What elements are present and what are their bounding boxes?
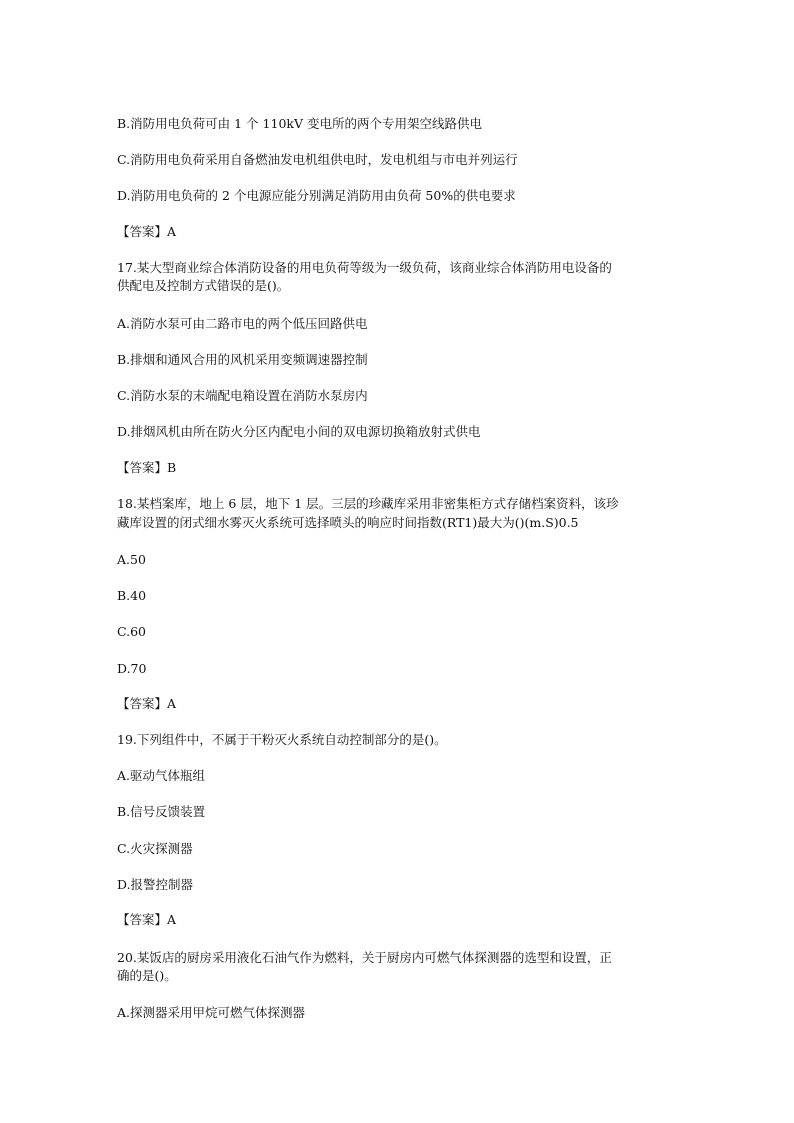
q18-option-b: B.40 <box>117 588 147 603</box>
q20-stem-line2: 确的是()。 <box>117 968 177 983</box>
q19-option-c: C.火灾探测器 <box>117 841 193 856</box>
q16-option-c: C.消防用电负荷采用自备燃油发电机组供电时，发电机组与市电并列运行 <box>117 152 518 167</box>
q16-answer: 【答案】A <box>117 224 177 239</box>
q20-stem-line1: 20.某饭店的厨房采用液化石油气作为燃料，关于厨房内可燃气体探测器的选型和设置，正 <box>117 950 612 965</box>
q17-option-d: D.排烟风机由所在防火分区内配电小间的双电源切换箱放射式供电 <box>117 424 481 439</box>
q18-option-d: D.70 <box>117 661 147 676</box>
q18-stem-line1: 18.某档案库，地上 6 层，地下 1 层。三层的珍藏库采用非密集柜方式存储档案资料，该珍 <box>117 496 619 511</box>
q17-option-b: B.排烟和通风合用的风机采用变频调速器控制 <box>117 352 368 367</box>
q18-option-a: A.50 <box>117 552 146 567</box>
q18-answer: 【答案】A <box>117 696 177 711</box>
q17-option-c: C.消防水泵的末端配电箱设置在消防水泵房内 <box>117 388 368 403</box>
q19-option-a: A.驱动气体瓶组 <box>117 768 206 783</box>
q16-option-b: B.消防用电负荷可由 1 个 110kV 变电所的两个专用架空线路供电 <box>117 116 482 131</box>
q20-option-a: A.探测器采用甲烷可燃气体探测器 <box>117 1005 306 1020</box>
q17-option-a: A.消防水泵可由二路市电的两个低压回路供电 <box>117 316 368 331</box>
q19-option-d: D.报警控制器 <box>117 877 194 892</box>
q19-stem: 19.下列组件中，不属于干粉灭火系统自动控制部分的是()。 <box>117 732 447 747</box>
q19-option-b: B.信号反馈装置 <box>117 804 206 819</box>
q18-option-c: C.60 <box>117 624 146 639</box>
q18-stem-line2: 藏库设置的闭式细水雾灭火系统可选择喷头的响应时间指数(RT1)最大为()(m.S)0.5 <box>117 515 579 530</box>
q17-stem-line2: 供配电及控制方式错误的是()。 <box>117 278 290 293</box>
q17-stem-line1: 17.某大型商业综合体消防设备的用电负荷等级为一级负荷，该商业综合体消防用电设备的 <box>117 260 612 275</box>
q19-answer: 【答案】A <box>117 912 177 927</box>
q17-answer: 【答案】B <box>117 460 177 475</box>
q16-option-d: D.消防用电负荷的 2 个电源应能分别满足消防用由负荷 50%的供电要求 <box>117 188 516 203</box>
